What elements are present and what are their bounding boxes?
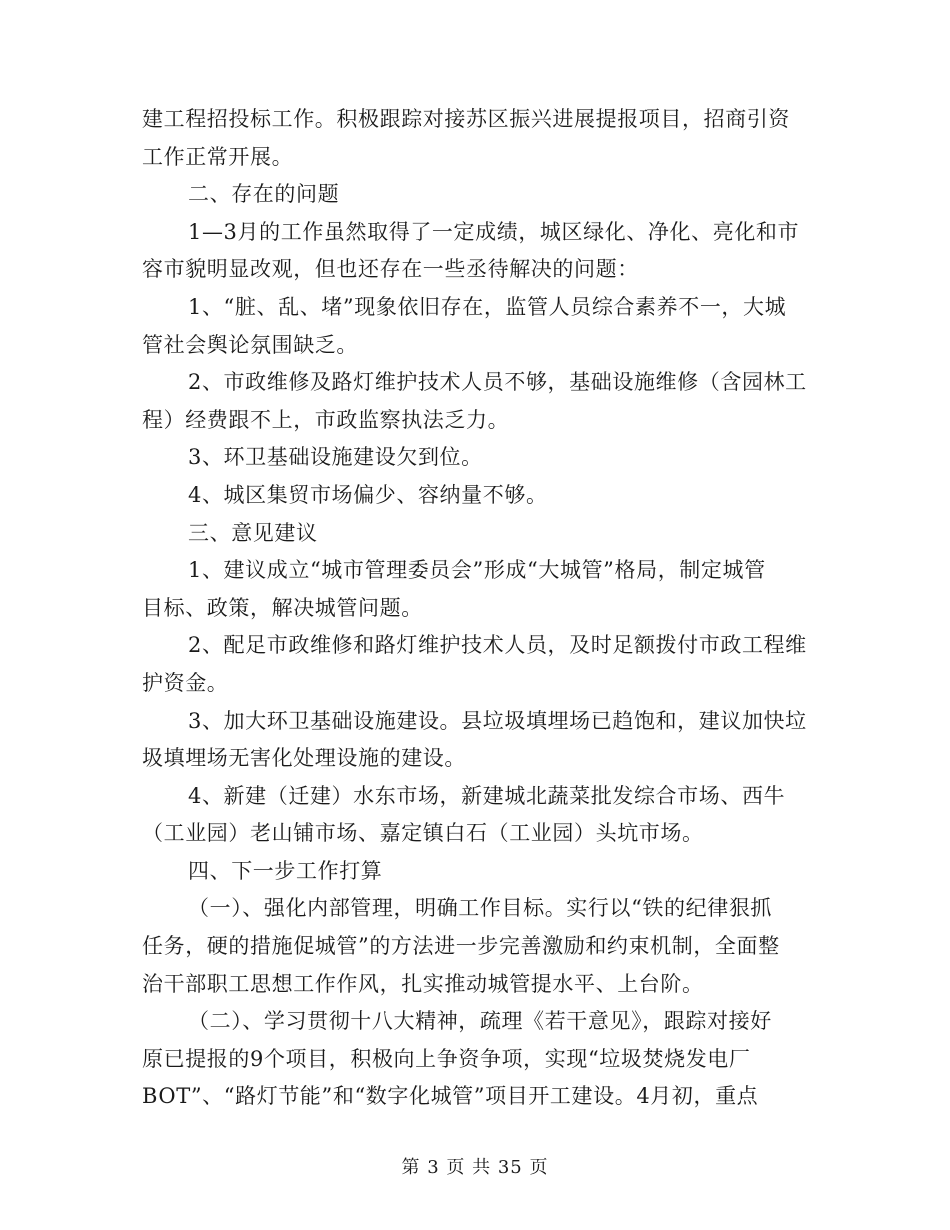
text-line: 圾填埋场无害化处理设施的建设。 [142,746,466,771]
text-line: 任务，硬的措施促城管”的方法进一步完善激励和约束机制，全面整 [142,934,780,959]
text-line: 1、“脏、乱、堵”现象依旧存在，监管人员综合素养不一，大城 [188,294,787,319]
text-line: 护资金。 [142,670,229,695]
text-line: 程）经费跟不上，市政监察执法乏力。 [142,407,510,432]
text-line: （工业园）老山铺市场、嘉定镇白石（工业园）头坑市场。 [142,821,704,846]
text-line: BOT”、“路灯节能”和“数字化城管”项目开工建设。4月初，重点 [142,1084,759,1109]
text-line: 2、市政维修及路灯维护技术人员不够，基础设施维修（含园林工 [188,370,807,395]
text-line: 3、环卫基础设施建设欠到位。 [188,445,483,470]
text-line: 1、建议成立“城市管理委员会”形成“大城管”格局，制定城管 [188,558,766,583]
text-line: 四、下一步工作打算 [188,858,383,883]
text-line: 工作正常开展。 [142,144,294,169]
text-line: （二）、学习贯彻十八大精神，疏理《若干意见》，跟踪对接好 [188,1009,772,1034]
text-line: 目标、政策，解决城管问题。 [142,595,423,620]
text-line: 4、城区集贸市场偏少、容纳量不够。 [188,482,548,507]
text-line: 建工程招投标工作。积极跟踪对接苏区振兴进展提报项目，招商引资 [142,107,790,131]
text-line: 管社会舆论氛围缺乏。 [142,332,358,357]
text-line: （一）、强化内部管理，明确工作目标。实行以“铁的纪律狠抓 [188,896,773,921]
text-line: 2、配足市政维修和路灯维护技术人员，及时足额拨付市政工程维 [188,633,807,658]
text-line: 原已提报的9个项目，积极向上争资争项，实现“垃圾焚烧发电厂 [142,1046,751,1071]
text-line: 3、加大环卫基础设施建设。县垃圾填埋场已趋饱和，建议加快垃 [188,708,807,733]
text-line: 4、新建（迁建）水东市场，新建城北蔬菜批发综合市场、西牛 [188,783,786,808]
text-line: 治干部职工思想工作作风，扎实推动城管提水平、上台阶。 [142,971,704,996]
document-body [142,101,812,1116]
page-number-footer: 第 3 页 共 35 页 [401,1157,549,1178]
text-line: 1—3月的工作虽然取得了一定成绩，城区绿化、净化、亮化和市 [188,219,800,244]
text-line: 容市貌明显改观，但也还存在一些丞待解决的问题： [142,257,639,282]
text-line: 三、意见建议 [188,520,318,545]
text-line: 二、存在的问题 [188,182,340,207]
